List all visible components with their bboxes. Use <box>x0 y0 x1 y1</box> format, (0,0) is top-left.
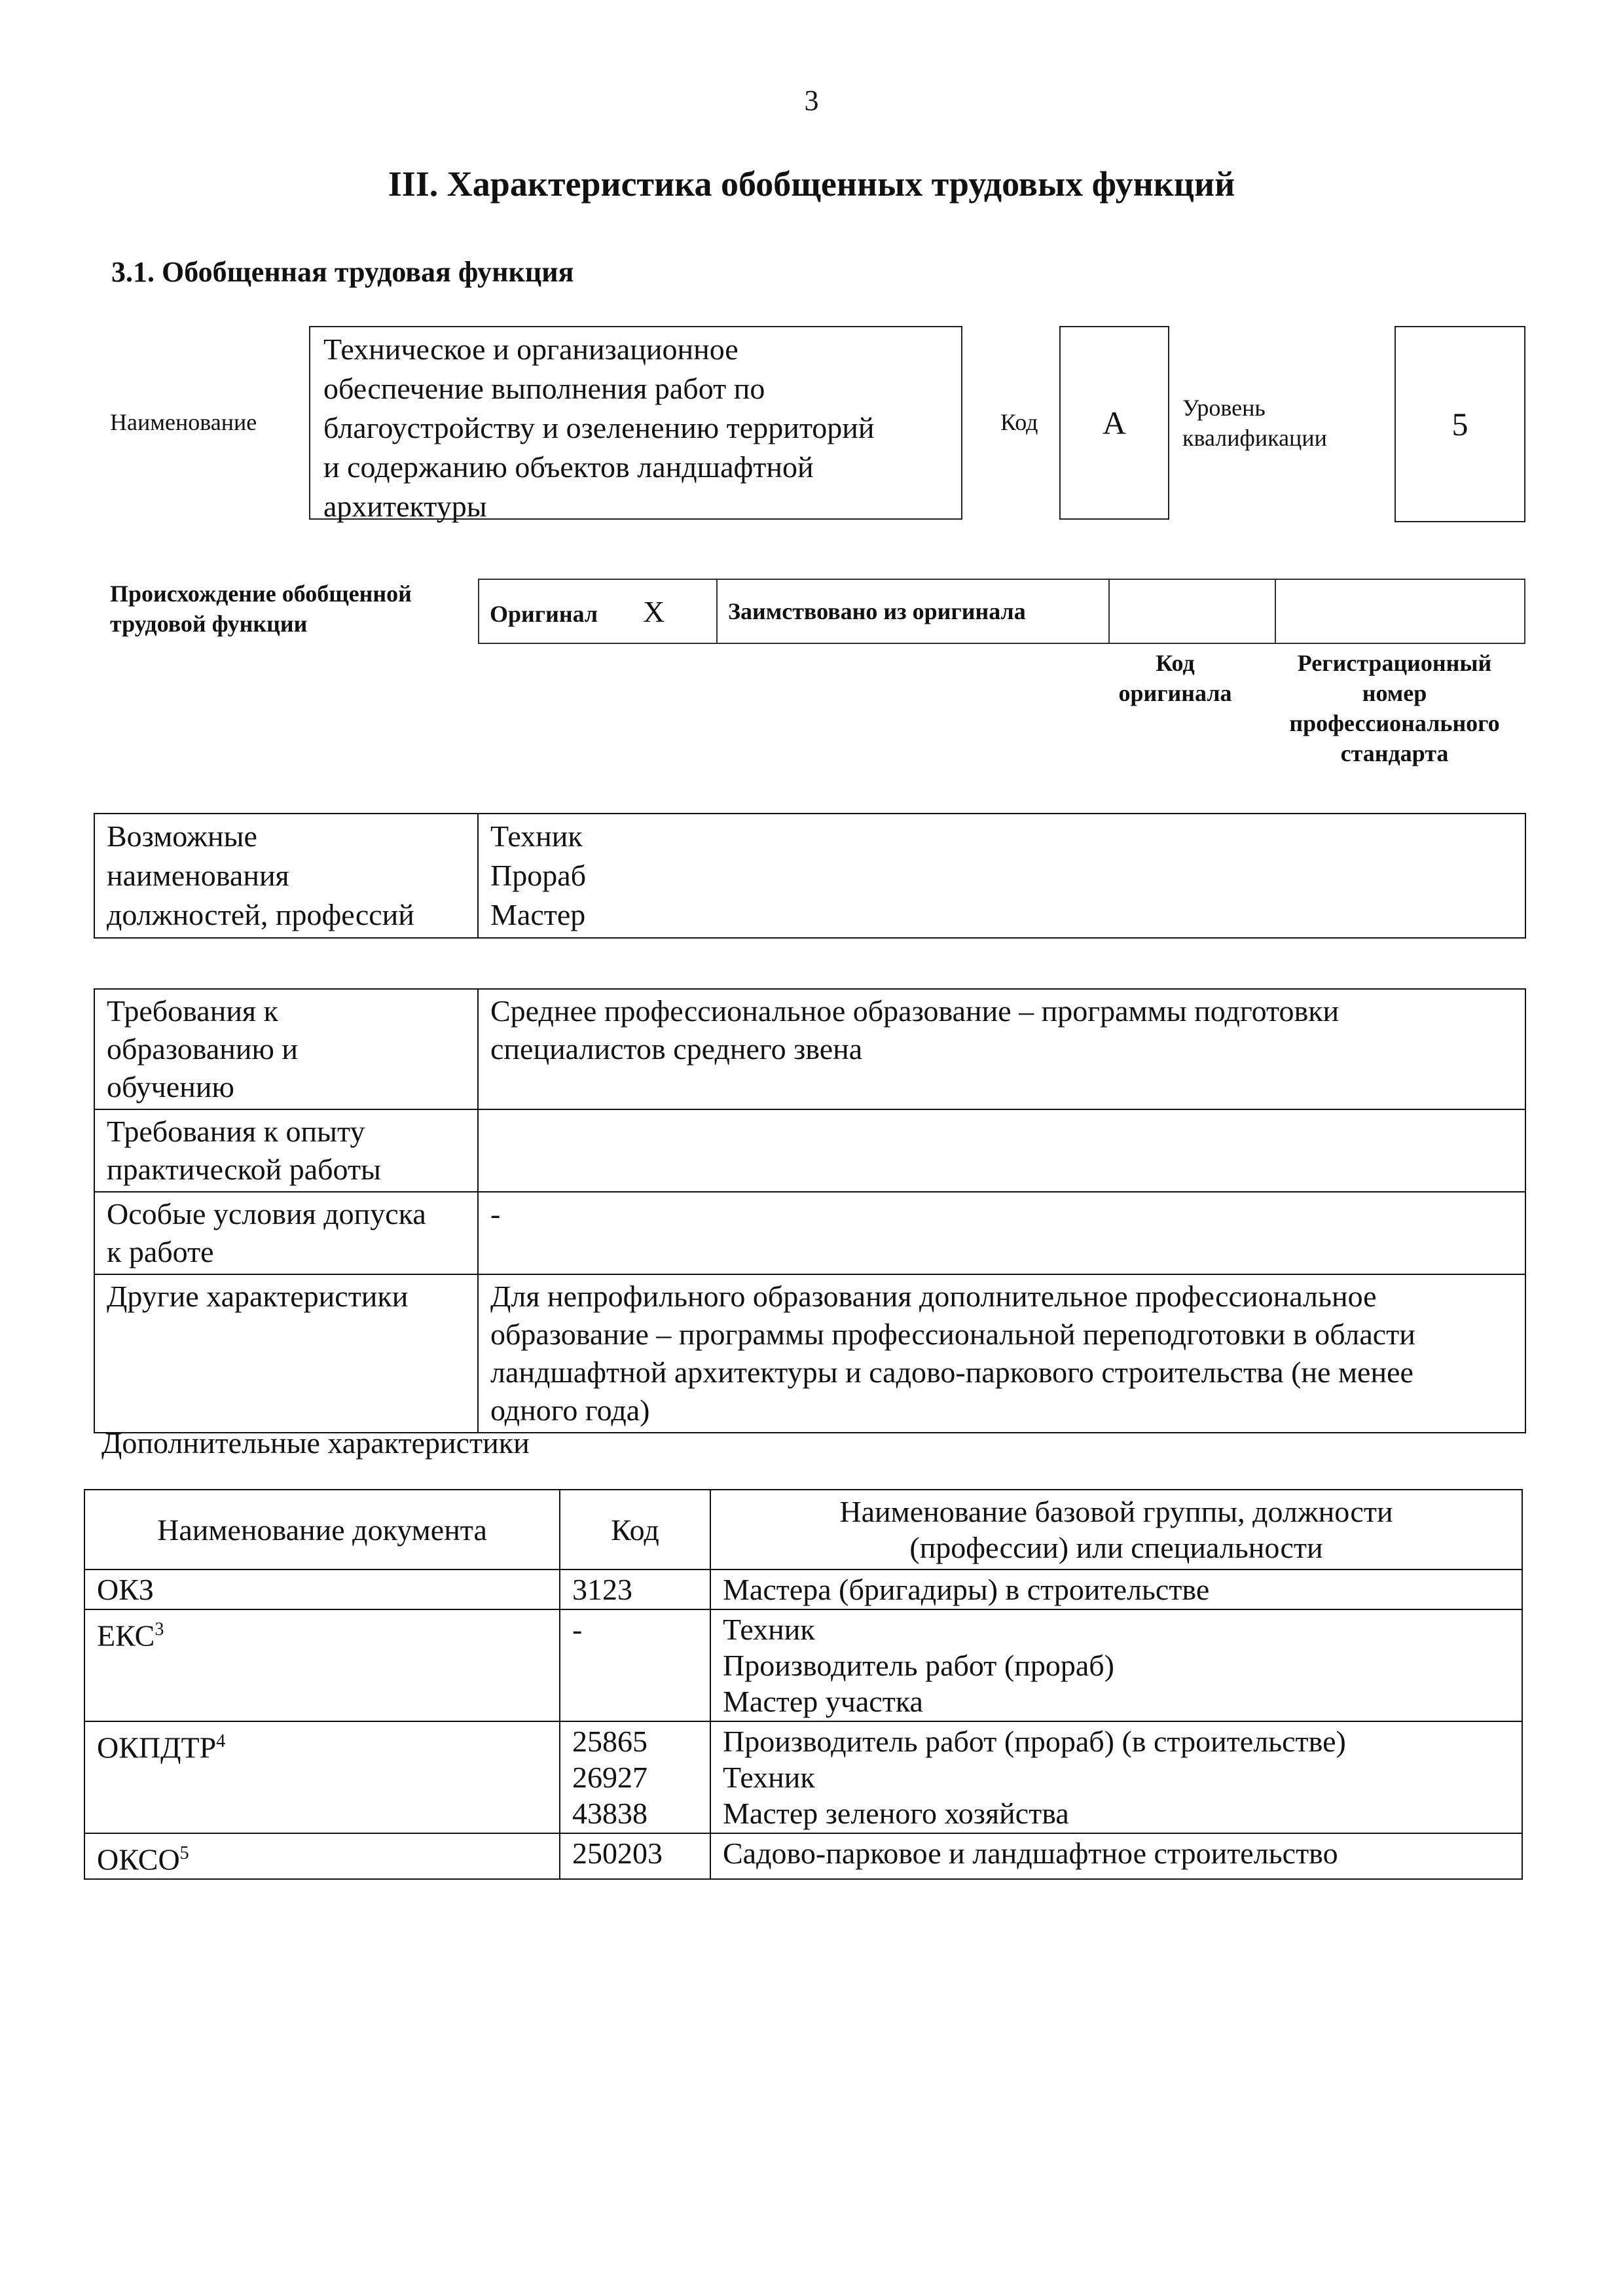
table-row <box>94 1109 1525 1192</box>
positions-table <box>94 813 1526 939</box>
function-name-line: обеспечение выполнения работ по <box>323 372 765 405</box>
requirement-label-line: обучению <box>107 1070 234 1103</box>
code-original-line: оригинала <box>1118 680 1232 706</box>
code-value: A <box>1102 404 1127 441</box>
level-value-box <box>1395 326 1525 522</box>
code-original-caption <box>1087 648 1264 708</box>
additional-table <box>84 1489 1523 1880</box>
origin-label <box>110 579 412 639</box>
origin-table <box>478 579 1525 644</box>
name-value: Садово-парковое и ландшафтное строительство <box>723 1837 1338 1870</box>
positions-label-line: Возможные <box>107 819 257 853</box>
code-value: 26927 <box>572 1761 647 1794</box>
name-label: Наименование <box>110 409 257 435</box>
reg-number-line: номер <box>1362 680 1427 706</box>
positions-values-cell <box>478 814 1525 938</box>
requirement-value-line: Среднее профессиональное образование – программы подготовки <box>490 994 1340 1028</box>
name-cell <box>710 1833 1522 1879</box>
name-value: Мастер зеленого хозяйства <box>723 1797 1069 1830</box>
code-original-cell <box>1109 579 1275 643</box>
borrowed-label: Заимствовано из оригинала <box>728 598 1026 624</box>
table-row <box>84 1570 1522 1609</box>
requirement-value-cell <box>478 1109 1525 1192</box>
reg-number-caption <box>1257 648 1532 768</box>
position-item: Мастер <box>490 898 586 931</box>
original-cell <box>479 579 717 643</box>
requirement-value-line: одного года) <box>490 1393 650 1427</box>
name-value: Мастера (бригадиры) в строительстве <box>723 1573 1210 1606</box>
code-value: 250203 <box>572 1837 663 1870</box>
requirement-value-line: - <box>490 1197 501 1230</box>
function-name-line: Техническое и организационное <box>323 332 739 366</box>
requirement-value-line: специалистов среднего звена <box>490 1032 863 1066</box>
requirement-label-cell <box>94 1274 478 1433</box>
requirement-label-line: образованию и <box>107 1032 298 1066</box>
doc-cell <box>84 1609 560 1721</box>
code-value: 25865 <box>572 1725 647 1758</box>
name-value: Мастер участка <box>723 1685 923 1718</box>
requirement-label-line: Другие характеристики <box>107 1280 409 1313</box>
position-item: Техник <box>490 819 583 853</box>
function-name-line: благоустройству и озеленению территорий <box>323 411 875 444</box>
code-cell <box>560 1570 710 1609</box>
name-cell <box>710 1570 1522 1609</box>
requirement-value-cell <box>478 1192 1525 1274</box>
function-name-box <box>309 326 962 523</box>
reg-number-line: стандарта <box>1340 740 1449 766</box>
original-mark: X <box>643 594 665 628</box>
level-label <box>1182 393 1327 453</box>
code-value: - <box>572 1613 583 1646</box>
table-row <box>94 1192 1525 1274</box>
requirement-value-line: образование – программы профессиональной переподготовки в области <box>490 1318 1415 1351</box>
doc-cell <box>84 1833 560 1879</box>
doc-cell <box>84 1570 560 1609</box>
code-value: 3123 <box>572 1573 632 1606</box>
code-value: 43838 <box>572 1797 647 1830</box>
table-row <box>84 1721 1522 1833</box>
original-label: Оригинал <box>490 600 598 627</box>
footnote-mark: 5 <box>179 1843 189 1863</box>
requirement-label-cell <box>94 1192 478 1274</box>
code-cell <box>560 1609 710 1721</box>
requirement-label-line: Особые условия допуска <box>107 1197 426 1230</box>
doc-name: ОКЗ <box>97 1573 154 1606</box>
reg-number-cell <box>1275 579 1525 643</box>
reg-number-line: Регистрационный <box>1297 650 1492 676</box>
requirement-label-line: Требования к <box>107 994 278 1028</box>
col-header-name-line: Наименование базовой группы, должности <box>839 1495 1393 1528</box>
level-value: 5 <box>1451 406 1468 442</box>
requirement-label-line: Требования к опыту <box>107 1115 365 1148</box>
requirement-label-cell <box>94 1109 478 1192</box>
positions-label-cell <box>94 814 478 938</box>
function-name-lines <box>323 330 948 526</box>
code-value-box <box>1059 326 1169 520</box>
name-cell <box>710 1609 1522 1721</box>
origin-label-line: Происхождение обобщенной <box>110 581 412 607</box>
additional-heading: Дополнительные характеристики <box>101 1426 530 1460</box>
requirement-label-line: к работе <box>107 1235 214 1268</box>
table-row <box>84 1609 1522 1721</box>
code-label: Код <box>1000 409 1038 435</box>
positions-label-line: должностей, профессий <box>107 898 414 931</box>
requirement-value-line: ландшафтной архитектуры и садово-паркового строительства (не менее <box>490 1355 1413 1389</box>
col-header-doc: Наименование документа <box>84 1490 560 1570</box>
reg-number-line: профессионального <box>1289 710 1500 736</box>
col-header-name-line: (профессии) или специальности <box>909 1531 1323 1564</box>
level-label-line: Уровень <box>1182 395 1266 421</box>
col-header-code: Код <box>560 1490 710 1570</box>
doc-cell <box>84 1721 560 1833</box>
level-label-line: квалификации <box>1182 425 1327 451</box>
table-header-row <box>84 1490 1522 1570</box>
requirement-label-line: практической работы <box>107 1153 381 1186</box>
borrowed-cell <box>717 579 1109 643</box>
name-value: Техник <box>723 1761 815 1794</box>
section-title: III. Характеристика обобщенных трудовых функций <box>388 164 1235 204</box>
table-row <box>84 1833 1522 1879</box>
function-name-line: и содержанию объектов ландшафтной <box>323 450 814 484</box>
footnote-mark: 3 <box>155 1619 164 1640</box>
name-value: Производитель работ (прораб) <box>723 1649 1114 1682</box>
name-value: Производитель работ (прораб) (в строительстве) <box>723 1725 1346 1758</box>
footnote-mark: 4 <box>216 1731 226 1751</box>
origin-label-line: трудовой функции <box>110 611 308 637</box>
function-name-line: архитектуры <box>323 490 487 523</box>
doc-name: ОКСО <box>97 1842 180 1876</box>
requirement-value-cell <box>478 1274 1525 1433</box>
doc-name: ОКПДТР <box>97 1731 217 1765</box>
position-item: Прораб <box>490 859 587 892</box>
requirement-value-cell <box>478 989 1525 1109</box>
name-value: Техник <box>723 1613 815 1646</box>
page-number: 3 <box>804 84 819 117</box>
name-cell <box>710 1721 1522 1833</box>
positions-label-line: наименования <box>107 859 289 892</box>
requirements-table <box>94 988 1526 1433</box>
doc-name: ЕКС <box>97 1619 155 1653</box>
code-cell <box>560 1833 710 1879</box>
code-original-line: Код <box>1156 650 1195 676</box>
col-header-name <box>710 1490 1522 1570</box>
subsection-title: 3.1. Обобщенная трудовая функция <box>111 256 574 288</box>
requirement-label-cell <box>94 989 478 1109</box>
requirement-value-line: Для непрофильного образования дополнительное профессиональное <box>490 1280 1377 1313</box>
table-row <box>94 989 1525 1109</box>
table-row <box>94 1274 1525 1433</box>
code-cell <box>560 1721 710 1833</box>
